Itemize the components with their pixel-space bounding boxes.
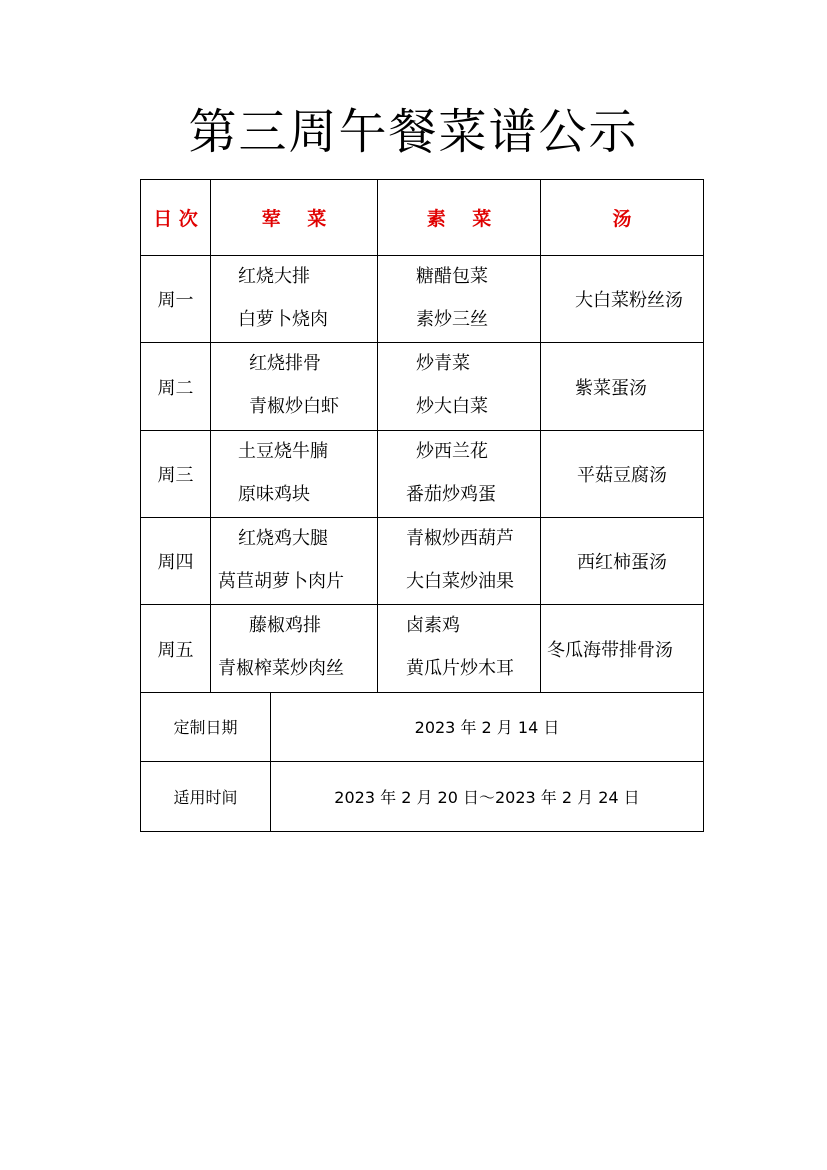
made-date-row (141, 692, 704, 762)
made-date-label: 定制日期 (141, 692, 271, 762)
meat-dish: 青椒炒白虾 (249, 396, 339, 417)
day-cell: 周五 (141, 605, 211, 693)
made-date-value: 2023 年 2 月 14 日 (271, 692, 704, 762)
menu-table (140, 179, 704, 693)
table-row (141, 343, 704, 431)
veg-dish: 糖醋包菜 (416, 266, 488, 287)
meat-dish: 红烧排骨 (249, 353, 321, 374)
table-header-row (141, 180, 704, 256)
veg-dish: 炒青菜 (416, 353, 470, 374)
soup-name: 西红柿蛋汤 (577, 552, 667, 573)
veg-dishes-cell (378, 605, 541, 693)
day-cell: 周三 (141, 431, 211, 518)
day-cell: 周四 (141, 518, 211, 605)
soup-cell (541, 431, 704, 518)
table-row (141, 605, 704, 693)
table-row (141, 518, 704, 605)
soup-name: 紫菜蛋汤 (575, 377, 647, 399)
meat-dish: 红烧鸡大腿 (238, 528, 328, 549)
period-value: 2023 年 2 月 20 日～2023 年 2 月 24 日 (271, 762, 704, 832)
veg-dishes-cell (378, 256, 541, 343)
veg-dish: 炒大白菜 (416, 396, 488, 417)
veg-dish: 卤素鸡 (406, 615, 460, 636)
meat-dish: 土豆烧牛腩 (238, 441, 328, 462)
header-day: 日 次 (141, 180, 211, 256)
header-veg: 素 菜 (378, 180, 541, 256)
meat-dish: 莴苣胡萝卜肉片 (218, 571, 344, 592)
soup-cell (541, 605, 704, 693)
meat-dishes-cell (211, 518, 378, 605)
page-title: 第三周午餐菜谱公示 (188, 104, 639, 160)
meat-dishes-cell (211, 605, 378, 693)
day-cell: 周二 (141, 343, 211, 431)
meat-dishes-cell (211, 256, 378, 343)
soup-cell (541, 518, 704, 605)
meat-dishes-cell (211, 343, 378, 431)
day-cell: 周一 (141, 256, 211, 343)
soup-name: 冬瓜海带排骨汤 (547, 639, 673, 661)
soup-cell (541, 256, 704, 343)
meat-dish: 红烧大排 (238, 266, 310, 287)
meat-dish: 原味鸡块 (238, 484, 310, 505)
veg-dishes-cell (378, 431, 541, 518)
soup-cell (541, 343, 704, 431)
table-row (141, 256, 704, 343)
veg-dish: 大白菜炒油果 (406, 571, 514, 592)
table-row (141, 431, 704, 518)
header-meat: 荤 菜 (211, 180, 378, 256)
soup-name: 大白菜粉丝汤 (575, 290, 683, 311)
period-label: 适用时间 (141, 762, 271, 832)
soup-name: 平菇豆腐汤 (577, 465, 667, 486)
veg-dish: 番茄炒鸡蛋 (406, 484, 496, 505)
period-row (141, 762, 704, 832)
veg-dish: 素炒三丝 (416, 309, 488, 330)
meat-dishes-cell (211, 431, 378, 518)
meat-dish: 藤椒鸡排 (249, 615, 321, 636)
meat-dish: 青椒榨菜炒肉丝 (218, 658, 344, 679)
meat-dish: 白萝卜烧肉 (238, 309, 328, 330)
veg-dishes-cell (378, 343, 541, 431)
header-soup: 汤 (541, 180, 704, 256)
info-table (140, 692, 704, 832)
veg-dish: 青椒炒西葫芦 (406, 528, 514, 549)
veg-dish: 炒西兰花 (416, 441, 488, 462)
veg-dish: 黄瓜片炒木耳 (406, 658, 514, 679)
veg-dishes-cell (378, 518, 541, 605)
